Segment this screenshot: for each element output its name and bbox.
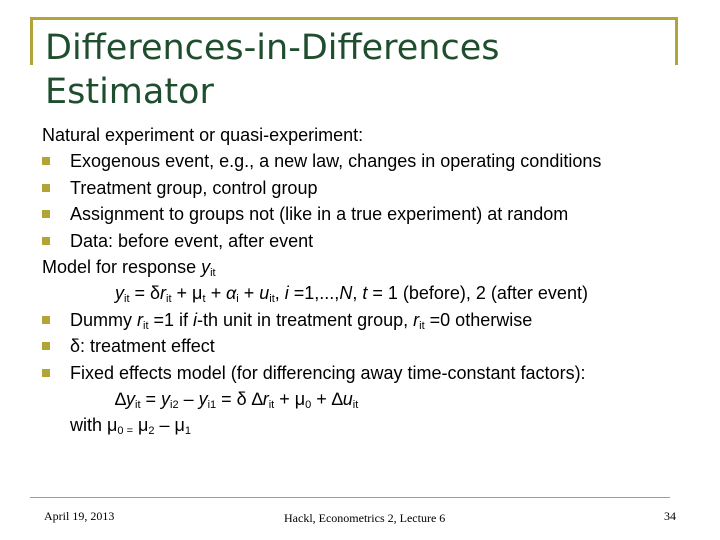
square-bullet-icon: [42, 210, 50, 218]
with-line: with $\mu_{0 =}$ $\mu_2 - \mu_1$: [70, 415, 192, 438]
bullet-item: Assignment to groups not (like in a true experiment) at random: [42, 201, 702, 227]
square-bullet-icon: [42, 369, 50, 377]
slide-body: [42, 122, 702, 439]
title-line-2: Estimator: [45, 72, 214, 112]
footer-rule: [30, 497, 670, 498]
frame-left-rule: [30, 17, 33, 65]
model-heading: Model for response $y_{it}$: [42, 257, 216, 280]
square-bullet-icon: [42, 157, 50, 165]
title-line-1: Differences-in-Differences: [45, 28, 500, 68]
bullet-item-fixed-effects: Fixed effects model (for differencing away time-constant factors):: [42, 360, 702, 386]
fe-formula: $\Delta y_{it} = y_{i2} - y_{i1} = \delta$ $\Delta r_{it} + \mu_0 + \Delta u_{it}$: [115, 389, 359, 412]
square-bullet-icon: [42, 237, 50, 245]
square-bullet-icon: [42, 316, 50, 324]
bullet-item: Treatment group, control group: [42, 175, 702, 201]
footer-lecture: Hackl, Econometrics 2, Lecture 6: [284, 511, 446, 525]
bullet-item-delta: δ: treatment effect: [42, 333, 702, 359]
page-number: 34: [664, 509, 676, 523]
model-formula: $y_{it} = \delta r_{it} + \mu_t + \alpha_i + u_{it}$, i =1,...,N, t = 1 (before), 2 (after event): [115, 283, 588, 306]
square-bullet-icon: [42, 342, 50, 350]
frame-right-rule: [675, 17, 678, 65]
intro-line: Natural experiment or quasi-experiment:: [42, 125, 364, 145]
bullet-item: Data: before event, after event: [42, 228, 702, 254]
square-bullet-icon: [42, 184, 50, 192]
frame-top-rule: [30, 17, 678, 20]
bullet-item-dummy: Dummy $r_{it} =1$ if i-th unit in treatment group, $r_{it} =0$ otherwise: [42, 307, 702, 333]
footer-date: April 19, 2013: [44, 509, 115, 523]
slide-title: [45, 26, 675, 114]
bullet-item: Exogenous event, e.g., a new law, changes in operating conditions: [42, 148, 702, 174]
